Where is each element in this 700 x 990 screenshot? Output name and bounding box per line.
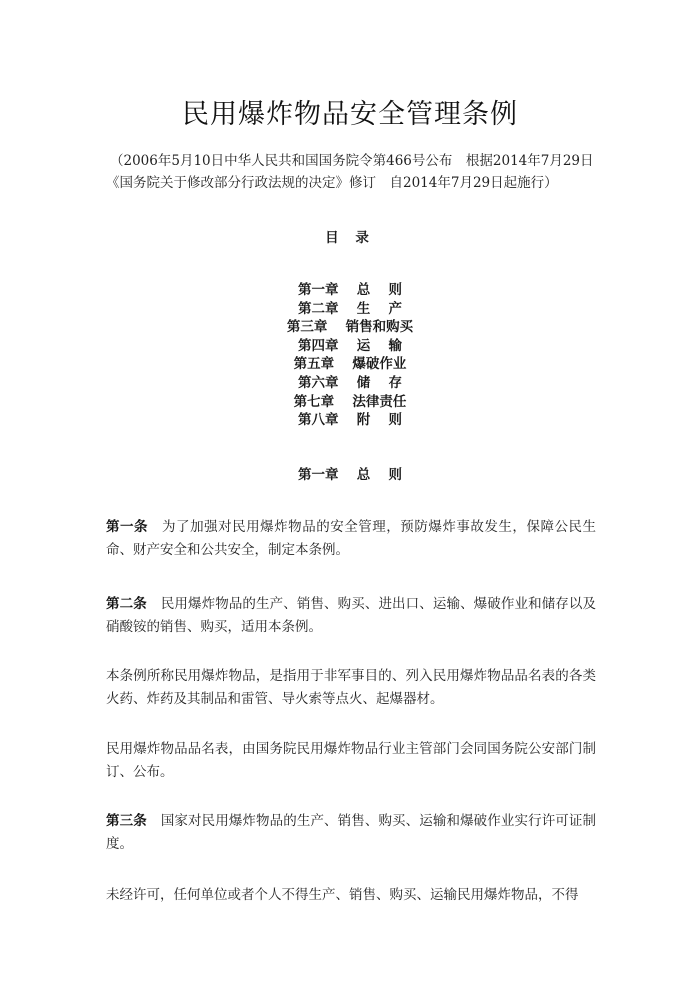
- paragraph-unlicensed: [106, 884, 596, 907]
- toc-item-chapter-7[interactable]: 第七章 法律责任: [293, 393, 407, 410]
- paragraph-article-3: [106, 810, 596, 856]
- paragraph-catalog: [106, 738, 596, 784]
- toc-item-chapter-3[interactable]: 第三章 销售和购买: [286, 319, 414, 336]
- document-title: 民用爆炸物品安全管理条例: [182, 99, 518, 130]
- paragraph-article-1: [106, 516, 596, 562]
- article-number: 第二条: [106, 596, 147, 612]
- article-number: 第三条: [106, 813, 147, 829]
- document-subtitle: （2006年5月10日中华人民共和国国务院令第466号公布 根据2014年7月29日《国务院关于修改部分行政法规的决定》修订 自2014年7月29日起施行）: [106, 153, 594, 191]
- chapter-heading: 第一章 总 则: [298, 467, 402, 483]
- toc-heading: 目 录: [325, 230, 375, 246]
- toc-item-chapter-1[interactable]: 第一章 总 则: [298, 282, 402, 298]
- paragraph-text: 民用爆炸物品的生产、销售、购买、进出口、运输、爆破作业和储存以及硝酸铵的销售、购买，适用本条例。: [106, 596, 597, 635]
- paragraph-text: 为了加强对民用爆炸物品的安全管理，预防爆炸事故发生，保障公民生命、财产安全和公共安全，制定本条例。: [106, 519, 597, 558]
- paragraph-text: 未经许可，任何单位或者个人不得生产、销售、购买、运输民用爆炸物品，不得: [106, 887, 579, 903]
- paragraph-definition: [106, 665, 596, 711]
- table-of-contents: [0, 281, 700, 430]
- paragraph-text: 民用爆炸物品品名表，由国务院民用爆炸物品行业主管部门会同国务院公安部门制订、公布。: [106, 741, 596, 780]
- paragraph-text: 国家对民用爆炸物品的生产、销售、购买、运输和爆破作业实行许可证制度。: [106, 813, 597, 852]
- article-number: 第一条: [106, 519, 149, 535]
- toc-item-chapter-2[interactable]: 第二章 生 产: [298, 300, 402, 317]
- toc-item-chapter-6[interactable]: 第六章 储 存: [298, 374, 402, 391]
- paragraph-article-2: [106, 593, 596, 639]
- paragraph-text: 本条例所称民用爆炸物品，是指用于非军事目的、列入民用爆炸物品品名表的各类火药、炸药及其制品和雷管、导火索等点火、起爆器材。: [106, 668, 596, 707]
- toc-item-chapter-5[interactable]: 第五章 爆破作业: [293, 356, 407, 373]
- toc-item-chapter-4[interactable]: 第四章 运 输: [298, 337, 402, 354]
- toc-item-chapter-8[interactable]: 第八章 附 则: [298, 412, 402, 429]
